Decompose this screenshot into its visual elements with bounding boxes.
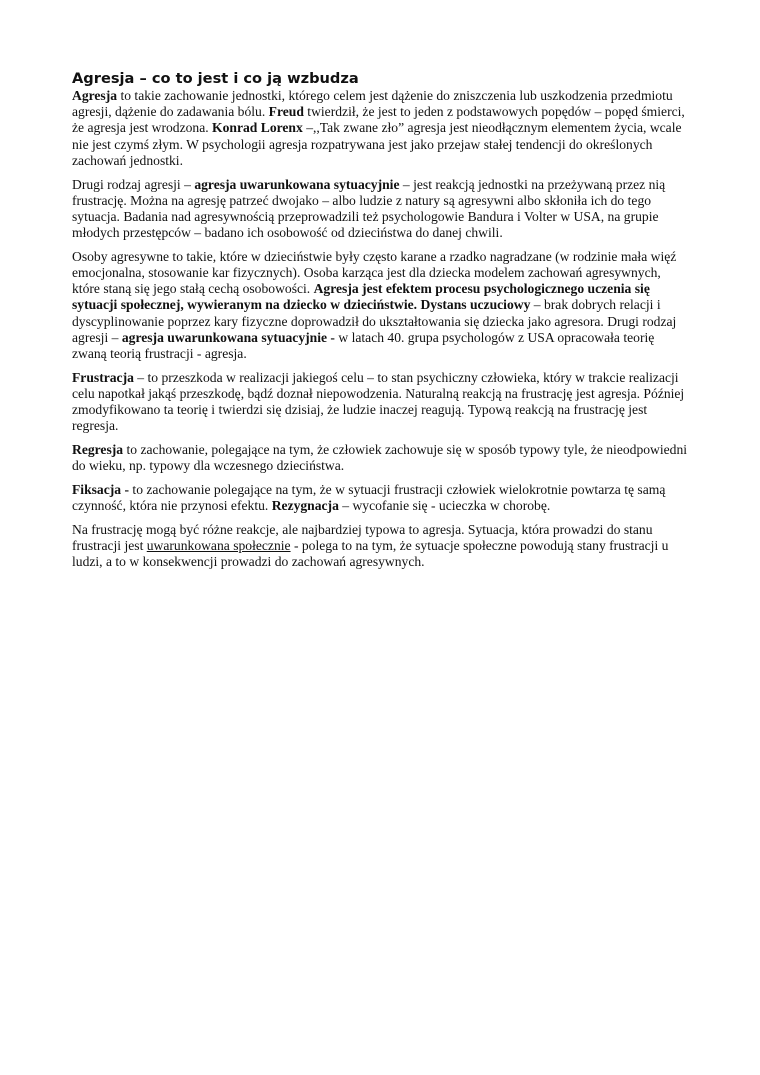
text-run: Na frustrację mogą być różne reakcje, ale najbardziej typowa to agresja. Sytuacja, która prowadzi do stanu frustracji jest <box>72 521 653 554</box>
bold-text-run: Regresja <box>72 442 124 458</box>
bold-text-run: Agresja <box>72 88 118 103</box>
bold-text-run: agresja uwarunkowana sytuacyjnie <box>194 176 400 192</box>
paragraph-agresja-sytuacyjna <box>72 177 690 242</box>
paragraph-regresja <box>72 442 690 474</box>
paragraph-agresja <box>72 88 690 169</box>
bold-text-run: Agresja jest efektem procesu psychologicznego uczenia się sytuacji społecznej, wywieranym na dziecko w dzieciństwie. Dystans uczuciowy <box>72 281 650 313</box>
text-run: to zachowanie, polegające na tym, że człowiek zachowuje się w sposób typowy tyle, że nieodpowiedni do wieku, np. typowy dla wczesnego dzieciństwa. <box>72 442 688 474</box>
text-run: Drugi rodzaj agresji – <box>72 176 195 192</box>
bold-text-run: Frustracja <box>72 369 134 385</box>
paragraph-osoby-agresywne <box>72 249 690 362</box>
text-run: to zachowanie polegające na tym, że w sytuacji frustracji człowiek wielokrotnie powtarza tę samą czynność, która nie przynosi efektu. <box>72 481 666 514</box>
underlined-text-run: uwarunkowana społecznie <box>146 538 291 554</box>
paragraph-frustracja <box>72 370 690 435</box>
text-run: – jest reakcją jednostki na przeżywaną przez nią frustrację. Można na agresję patrzeć dwojako – albo ludzie z natury są agresywni albo skłoniła ich do tego sytuacja. Badania nad agresywnością przeprowadzili też psychologowie Bandura i Volter w USA, na grupie młodych przestępców – badano ich osobowość od dzieciństwa do danej chwili. <box>72 176 666 241</box>
paragraph-fiksacja <box>72 482 690 514</box>
bold-text-run: Rezygnacja <box>271 498 339 514</box>
text-run: Osoby agresywne to takie, które w dzieciństwie były często karane a rzadko nagradzane (w rodzinie mała więź emocjonalna, stosowanie kar fizycznych). Osoba karząca jest dla dziecka modelem zachowań agresywnych, które staną się jego stałą cechą osobowości. <box>72 248 677 297</box>
document-page <box>72 70 690 578</box>
bold-text-run: Fiksacja - <box>72 481 130 497</box>
text-run: –,,Tak zwane zło” agresja jest nieodłącznym elementem życia, wcale nie jest czymś złym. W psychologii agresja rozpatrywana jest jako przejaw stałej tendencji do określonych zachowań jednostki. <box>72 120 682 168</box>
text-run: – wycofanie się - ucieczka w chorobę. <box>338 498 551 514</box>
bold-text-run: agresja uwarunkowana sytuacyjnie - <box>121 329 335 345</box>
paragraph-reakcje-na-frustracje <box>72 522 690 571</box>
document-title: Agresja – co to jest i co ją wzbudza <box>72 70 359 87</box>
text-run: to takie zachowanie jednostki, którego celem jest dążenie do zniszczenia lub uszkodzenia przedmiotu agresji, dążenie do zadawania bólu. <box>72 88 673 120</box>
text-run: – brak dobrych relacji i dyscyplinowanie poprzez kary fizyczne doprowadził do ukształtowania się dziecka jako agresora. Drugi rodzaj agresji – <box>72 297 677 345</box>
text-run: w latach 40. grupa psychologów z USA opracowała teorię zwaną teorią frustracji - agresja. <box>72 329 655 362</box>
text-run: – to przeszkoda w realizacji jakiegoś celu – to stan psychiczny człowieka, który w trakcie realizacji celu napotkał jakąś przeszkodę, bądź doznał niepowodzenia. Naturalną reakcją na frustrację jest agresja. Później zmodyfikowano ta teorię i twierdzi się dzisiaj, że ludzie inaczej reagują. Typową reakcją na frustrację jest regresja. <box>72 369 685 434</box>
bold-text-run: Konrad Lorenx <box>212 120 303 136</box>
text-run: - polega to na tym, że sytuacje społeczne powodują stany frustracji u ludzi, a to w konsekwencji prowadzi do zachowań agresywnych. <box>72 538 669 570</box>
bold-text-run: Freud <box>268 104 304 120</box>
text-run: twierdził, że jest to jeden z podstawowych popędów – popęd śmierci, że agresja jest wrodzona. <box>72 104 685 136</box>
